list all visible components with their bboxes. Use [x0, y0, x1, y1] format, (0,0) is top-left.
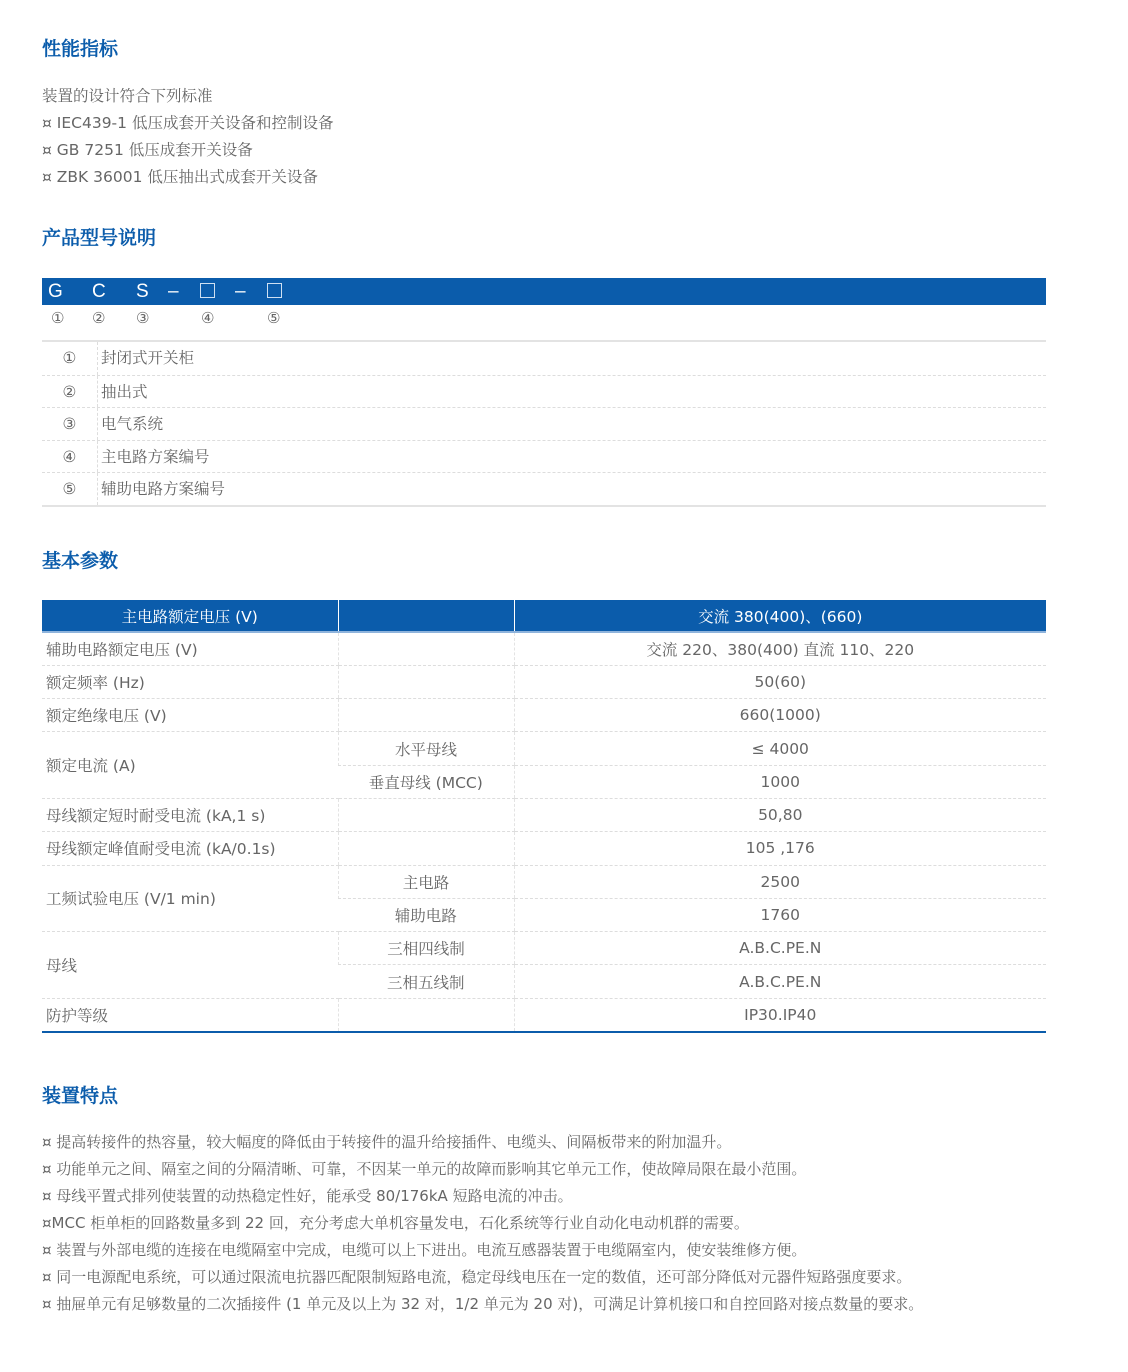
param-value: 交流 220、380(400) 直流 110、220 [514, 632, 1046, 665]
param-name: 工频试验电压 (V/1 min) [42, 865, 338, 932]
model-markers [42, 309, 1046, 331]
marker: ⑤ [267, 309, 281, 327]
param-value: A.B.C.PE.N [514, 932, 1046, 965]
param-value: ≤ 4000 [514, 732, 1046, 765]
table-row [42, 699, 1046, 732]
param-sub: 三相五线制 [338, 965, 514, 998]
table-header [42, 600, 1046, 632]
feature-item: ¤MCC 柜单柜的回路数量多到 22 回，充分考虑大单机容量发电，石化系统等行业自动化电动机群的需要。 [42, 1214, 749, 1232]
feature-item: ¤ 抽屉单元有足够数量的二次插接件 (1 单元及以上为 32 对，1/2 单元为 20 对)，可满足计算机接口和自控回路对接点数量的要求。 [42, 1295, 924, 1313]
params-table [42, 600, 1046, 1033]
param-sub [338, 665, 514, 698]
standard-item: ¤ IEC439-1 低压成套开关设备和控制设备 [42, 114, 334, 132]
param-sub: 三相四线制 [338, 932, 514, 965]
item-text: 主电路方案编号 [101, 447, 210, 466]
header-cell: 主电路额定电压 (V) [42, 600, 338, 632]
section-title-performance: 性能指标 [42, 38, 119, 60]
param-value: 105 ,176 [514, 832, 1046, 865]
item-text: 辅助电路方案编号 [101, 480, 226, 498]
param-name: 防护等级 [42, 998, 338, 1031]
list-item [42, 375, 1046, 408]
table-row [42, 732, 1046, 765]
item-number: ④ [42, 441, 98, 473]
param-name: 母线额定峰值耐受电流 (kA/0.1s) [42, 832, 338, 865]
standards-list [42, 83, 333, 191]
model-letter: S [136, 281, 149, 302]
standard-item: ¤ ZBK 36001 低压抽出式成套开关设备 [42, 168, 318, 186]
table-row [42, 865, 1046, 898]
item-number: ① [42, 342, 98, 375]
table-row [42, 665, 1046, 698]
param-name: 母线额定短时耐受电流 (kA,1 s) [42, 798, 338, 831]
param-value: 1000 [514, 765, 1046, 798]
standards-intro: 装置的设计符合下列标准 [42, 87, 213, 105]
param-value: 2500 [514, 865, 1046, 898]
param-value: 50(60) [514, 665, 1046, 698]
list-item [42, 407, 1046, 440]
param-sub: 垂直母线 (MCC) [338, 765, 514, 798]
param-sub [338, 798, 514, 831]
table-row [42, 998, 1046, 1031]
item-text: 封闭式开关柜 [101, 349, 195, 367]
list-item [42, 440, 1046, 473]
header-cell [338, 600, 514, 632]
marker: ③ [136, 309, 150, 327]
table-row [42, 832, 1046, 865]
param-value: IP30.IP40 [514, 998, 1046, 1031]
list-item [42, 342, 1046, 375]
model-letter: G [48, 281, 63, 302]
item-text: 电气系统 [101, 415, 164, 433]
model-dash: – [235, 281, 246, 302]
marker: ① [51, 309, 65, 327]
model-dash: – [168, 281, 179, 302]
table-row [42, 632, 1046, 665]
placeholder-box [200, 278, 215, 306]
param-name: 母线 [42, 932, 338, 999]
item-number: ③ [42, 408, 98, 440]
placeholder-box [267, 278, 282, 306]
standard-item: ¤ GB 7251 低压成套开关设备 [42, 141, 253, 159]
param-sub [338, 632, 514, 665]
model-letter: C [92, 281, 106, 302]
item-text: 抽出式 [101, 382, 148, 401]
param-value: 50,80 [514, 798, 1046, 831]
param-value: 660(1000) [514, 699, 1046, 732]
section-title-params: 基本参数 [42, 550, 119, 572]
table-row [42, 932, 1046, 965]
model-legend-list [42, 340, 1046, 507]
item-number: ⑤ [42, 473, 98, 505]
param-sub: 主电路 [338, 865, 514, 898]
param-sub: 辅助电路 [338, 898, 514, 931]
param-sub [338, 998, 514, 1031]
features-list [42, 1129, 923, 1318]
section-title-model: 产品型号说明 [42, 227, 157, 249]
section-title-features: 装置特点 [42, 1085, 119, 1107]
list-item [42, 472, 1046, 505]
param-sub: 水平母线 [338, 732, 514, 765]
header-cell: 交流 380(400)、(660) [514, 600, 1046, 632]
feature-item: ¤ 装置与外部电缆的连接在电缆隔室中完成，电缆可以上下进出。电流互感器装置于电缆隔室内，使安装维修方便。 [42, 1241, 807, 1259]
param-name: 辅助电路额定电压 (V) [42, 632, 338, 665]
feature-item: ¤ 功能单元之间、隔室之间的分隔清晰、可靠，不因某一单元的故障而影响其它单元工作，使故障局限在最小范围。 [42, 1160, 807, 1178]
marker: ④ [201, 309, 215, 327]
table-row [42, 798, 1046, 831]
param-name: 额定频率 (Hz) [42, 665, 338, 698]
item-number: ② [42, 376, 98, 408]
param-sub [338, 832, 514, 865]
param-sub [338, 699, 514, 732]
marker: ② [92, 309, 106, 327]
param-name: 额定电流 (A) [42, 732, 338, 799]
param-name: 额定绝缘电压 (V) [42, 699, 338, 732]
param-value: A.B.C.PE.N [514, 965, 1046, 998]
feature-item: ¤ 提高转接件的热容量，较大幅度的降低由于转接件的温升给接插件、电缆头、间隔板带来的附加温升。 [42, 1133, 732, 1151]
param-value: 1760 [514, 898, 1046, 931]
feature-item: ¤ 同一电源配电系统，可以通过限流电抗器匹配限制短路电流，稳定母线电压在一定的数值，还可部分降低对元器件短路强度要求。 [42, 1268, 912, 1286]
feature-item: ¤ 母线平置式排列使装置的动热稳定性好，能承受 80/176kA 短路电流的冲击。 [42, 1187, 573, 1205]
model-code-bar [42, 278, 1046, 305]
